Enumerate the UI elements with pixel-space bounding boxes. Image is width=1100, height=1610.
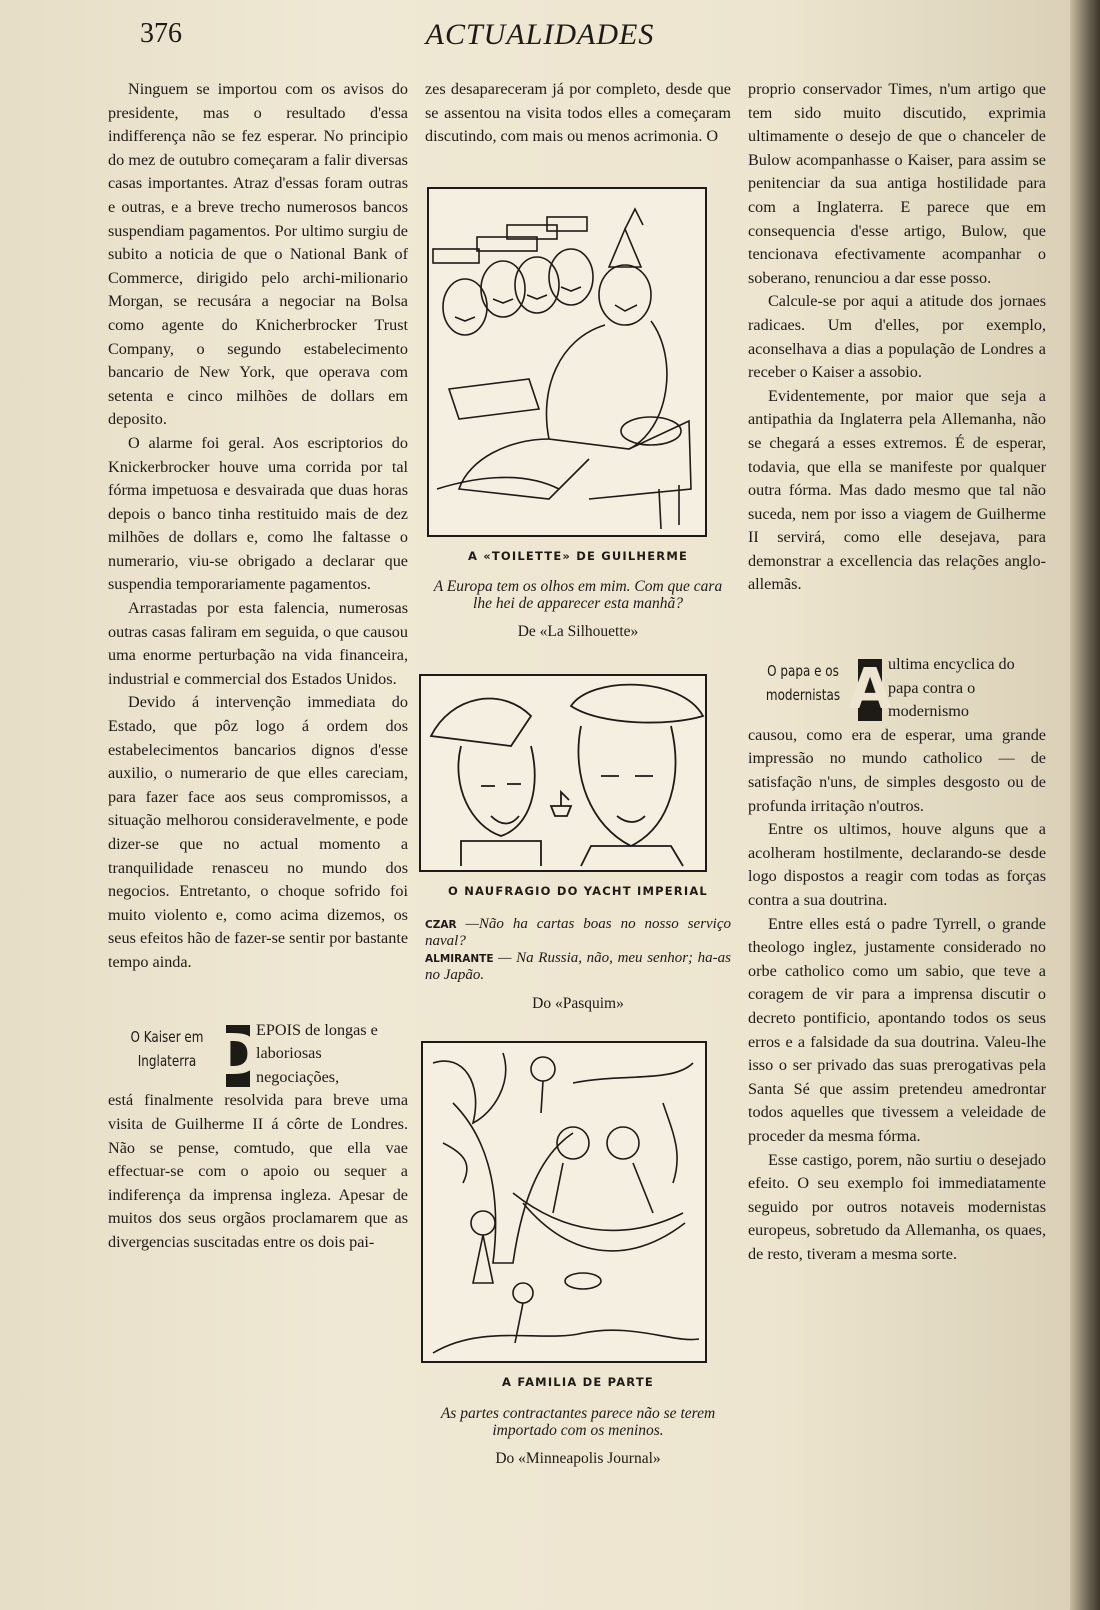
article-paragraph: Esse castigo, porem, não surtiu o desejado efeito. O seu exemplo foi immediatamente seguido por outros notaveis modernistas europeus, sobretudo da Allemanha, os quaes, de resto, tiveram a mesma sorte.: [748, 1150, 1046, 1263]
article-paragraph: Entre os ultimos, houve alguns que a acolheram hostilmente, declarando-se desde logo dispostos a reagir com todas as forças contra a sua doutrina.: [748, 820, 1046, 909]
column-1: [108, 78, 408, 1255]
dialog-line: [425, 950, 731, 984]
section-text: causou, como era de esperar, uma grande impressão no mundo catholico — de satisfação n'uns, de simples desgosto ou de profunda irritação n'outros.: [748, 725, 1046, 815]
cartoon-source: Do «Pasquim»: [532, 994, 624, 1012]
section-kaiser: [108, 1019, 408, 1255]
article-paragraph: Devido á intervenção immediata do Estado, que pôz logo á ordem dos estabelecimentos bancarios dignos d'esse auxilio, o numerario de que elles careciam, para fazer face aos seus compromissos, a situação melhorou consideravelmente, e pode dizer-se que no actual momento a tranquilidade renasceu no mundo dos negocios. Entretanto, o choque sofrido foi muito violento e, como acima dizemos, os seus efeitos hão de fazer-se sentir por bastante tempo ainda.: [108, 693, 408, 971]
cartoon-caption: As partes contractantes parece não se terem importado com os meninos.: [440, 1404, 716, 1439]
cartoon-title: O NAUFRAGIO DO YACHT IMPERIAL: [448, 883, 708, 898]
cartoon-naufragio: [419, 674, 707, 872]
cartoon-dialog: [425, 916, 731, 984]
cartoon-naufragio-illustration: [421, 676, 705, 870]
article-paragraph: proprio conservador Times, n'um artigo que tem sido muito discutido, exprimia ultimamente o desejo de que o chanceler de Bulow acompanhasse o Kaiser, para assim se penitenciar da sua antiga hostilidade para com a Inglaterra. E parece que em consequencia d'esse artigo, Bulow, que tencionava efectivamente acompanhar o soberano, renunciou a dar esse posso.: [748, 80, 1046, 287]
dialog-text: — Na Russia, não, meu senhor; ha-as no Japão.: [425, 949, 731, 984]
drop-cap: A: [848, 657, 892, 723]
section-side-label: O Kaiser em Inglaterra: [130, 1027, 204, 1070]
drop-cap: D: [214, 1022, 262, 1088]
section-opening: EPOIS de longas e laboriosas negociações,: [256, 1020, 378, 1086]
cartoon-title: A FAMILIA DE PARTE: [502, 1375, 654, 1390]
dialog-text: —Não ha cartas boas no nosso serviço naval?: [425, 915, 732, 950]
cartoon-caption: A Europa tem os olhos em mim. Com que cara lhe hei de apparecer esta manhã?: [433, 578, 723, 613]
column-3: [748, 78, 1046, 1267]
running-title: ACTUALIDADES: [425, 18, 655, 51]
page-number: 376: [140, 18, 182, 49]
section-opening: ultima encyclica do papa contra o modernismo: [888, 655, 1015, 721]
book-spine: [1070, 0, 1100, 1610]
section-side-label: O papa e os modernistas: [765, 662, 841, 705]
cartoon-source: Do «Minneapolis Journal»: [495, 1449, 661, 1467]
article-paragraph: zes desapareceram já por completo, desde que se assentou na visita todos elles a começaram discutindo, com mais ou menos acrimonia. O: [425, 80, 731, 146]
article-paragraph: Entre elles está o padre Tyrrell, o grande theologo inglez, justamente considerado no orbe catholico como um sabio, que teve a coragem de vir para a imprensa discutir o decreto pontificio, apontando todos os seus erros e a falsidade da sua doutrina. Valeu-lhe isso o ser privado das suas prerogativas pela Santa Sé que assim pretendeu amedrontar todos aquelles que tivessem a veleidade de proceder da mesma fórma.: [748, 914, 1046, 1145]
dialog-line: [425, 916, 731, 950]
cartoon-familia-illustration: [423, 1043, 705, 1361]
cartoon-toilette: [427, 187, 707, 537]
cartoon-source: De «La Silhouette»: [517, 623, 639, 641]
section-text: está finalmente resolvida para breve uma visita de Guilherme II á côrte de Londres. Não se pense, comtudo, que ella vae effectuar-se com o apoio ou sequer a indiferença da imprensa ingleza. Apesar de muitos dos seus orgãos proclamarem que as divergencias suscitadas entre os dois pai-: [108, 1091, 408, 1251]
dialog-speaker: ALMIRANTE: [425, 952, 494, 965]
article-paragraph: Ninguem se importou com os avisos do presidente, mas o resultado d'essa indifferença não se fez esperar. No principio do mez de outubro começaram a falir diversas casas importantes. Atraz d'essas foram outras e outras, e a breve trecho numerosos bancos suspendiam pagamentos. Por ultimo surgiu de subito a noticia de que o National Bank of Commerce, dirigido pelo archi-milionario Morgan, se recusára a negociar na Bolsa como agente do Knicherbrocker Trust Company, o segundo estabelecimento bancario de New York, que operava com setenta e cinco milhões de dollars em deposito.: [108, 80, 408, 429]
column-2: [425, 78, 731, 1470]
cartoon-title: A «TOILETTE» DE GUILHERME: [467, 548, 689, 563]
cartoon-toilette-illustration: [429, 189, 705, 535]
article-paragraph: Arrastadas por esta falencia, numerosas outras casas faliram em seguida, o que causou uma enorme perturbação na vida financeira, industrial e commercial dos Estados Unidos.: [108, 599, 408, 688]
article-paragraph: Calcule-se por aqui a atitude dos jornaes radicaes. Um d'elles, por exemplo, aconselhava a dias a população de Londres a receber o Kaiser a assobio.: [748, 292, 1046, 382]
article-paragraph: Evidentemente, por maior que seja a antipathia da Inglaterra pela Allemanha, não se chegará a esses extremos. É de esperar, todavia, que ella se manifeste por qualquer outra fórma. Mas dado mesmo que tal não suceda, nem por isso a viagem de Guilherme II servirá, como elle desejava, para demonstrar a excellencia das relações anglo-allemãs.: [748, 386, 1046, 594]
section-papa: [748, 653, 1046, 1266]
cartoon-familia: [421, 1041, 707, 1363]
article-paragraph: O alarme foi geral. Aos escriptorios do Knickerbrocker houve uma corrida por tal fórma impetuosa e desvairada que duas horas depois o banco tinha restituido mais de dez milhões de dollars e, como lhe faltasse o numerario, viu-se obrigado a declarar que suspendia temporariamente pagamentos.: [108, 433, 408, 594]
dialog-speaker: CZAR: [425, 918, 457, 931]
